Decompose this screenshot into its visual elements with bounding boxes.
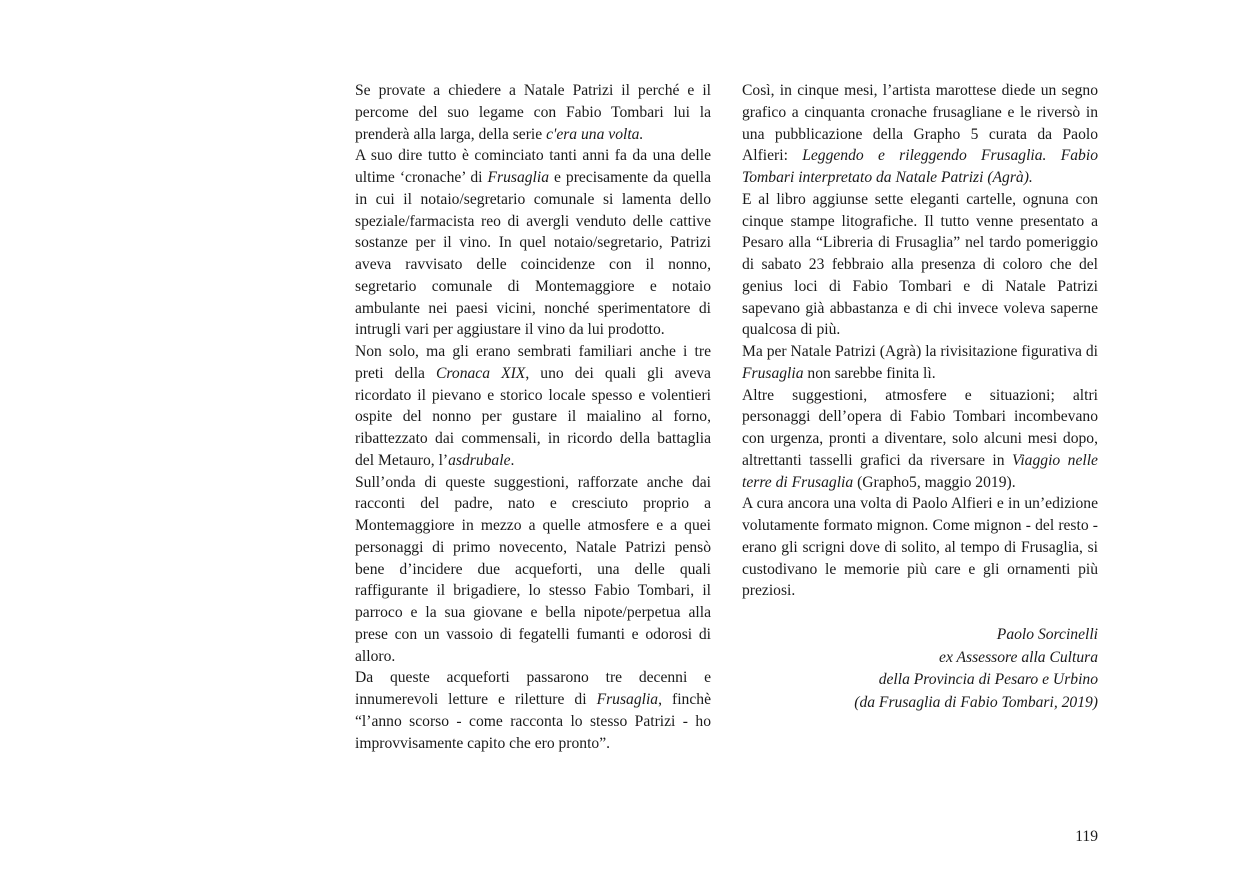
signature-source: (da Frusaglia di Fabio Tombari, 2019) xyxy=(854,693,1098,711)
text-run: A suo dire tutto è cominciato tanti anni fa da una delle ultime ‘cronache’ di xyxy=(355,147,711,186)
signature-name: Paolo Sorcinelli xyxy=(996,626,1098,643)
text-run: , uno dei quali gli aveva ricordato il pievano e storico locale spesso e volentieri ospite del nonno per gustare il maialino al forno, ribattezzato dai commensali, in ricordo della battaglia del Metauro, l’ xyxy=(355,364,711,469)
left-paragraph-2 xyxy=(355,145,711,341)
text-run: Così, in cinque mesi, l’artista marottese diede un segno grafico a cinquanta cronache frusagliane e le riversò in una pubblicazione della Grapho 5 curata da Paolo Alfieri: xyxy=(742,82,1098,165)
right-paragraph-3 xyxy=(742,341,1098,385)
right-paragraph-4 xyxy=(742,385,1098,494)
italic-text: Cronaca XIX xyxy=(436,364,526,382)
text-run: A cura ancora una volta di Paolo Alfieri e in un’edizione volutamente formato mignon. Come mignon - del resto - erano gli scrigni dove di solito, al tempo di Frusaglia, si custodivano le memorie più care e gli ornamenti più preziosi. xyxy=(742,495,1098,600)
right-column-body xyxy=(742,80,1098,602)
text-run: Sull’onda di queste suggestioni, rafforzate anche dai racconti del padre, nato e cresciuto proprio a Montemaggiore in mezzo a quelle atmosfere e a quei personaggi di primo novecento, Natale Patrizi pensò bene d’incidere due acqueforti, una delle quali raffigurante il brigadiere, lo stesso Fabio Tombari, il parroco e la sua giovane e bella nipote/perpetua alla prese con un vassoio di fegatelli fumanti e odorosi di alloro. xyxy=(355,473,711,665)
right-paragraph-5 xyxy=(742,493,1098,602)
text-run: Ma per Natale Patrizi (Agrà) la rivisitazione figurativa di xyxy=(742,343,1098,360)
signature-institution: della Provincia di Pesaro e Urbino xyxy=(878,671,1098,688)
text-run: e precisamente da quella in cui il notaio/segretario comunale si lamenta dello speziale/farmacista reo di avergli venduto delle cattive sostanze per il vino. In quel notaio/segretario, Patrizi aveva ravvisato delle coincidenze con il nonno, segretario comunale di Montemaggiore e notaio ambulante nei paesi vicini, nonché sperimentatore di intrugli vari per aggiustare il vino da lui prodotto. xyxy=(355,169,712,339)
text-run: . xyxy=(510,451,515,469)
italic-text: Leggendo e rileggendo Frusaglia. Fabio Tombari interpretato da Natale Patrizi (Agrà). xyxy=(742,147,1098,186)
italic-text: Frusaglia xyxy=(742,364,804,382)
italic-text: Viaggio nelle terre di Frusaglia xyxy=(742,451,1098,491)
signature-role: ex Assessore alla Cultura xyxy=(939,648,1098,666)
italic-text: Frusaglia xyxy=(487,169,549,186)
left-paragraph-5 xyxy=(355,667,711,754)
left-paragraph-3 xyxy=(355,341,711,472)
left-paragraph-1 xyxy=(355,80,711,145)
text-run: , finchè “l’anno scorso - come racconta lo stesso Patrizi - ho improvvisamente capito che ero pronto”. xyxy=(355,691,711,752)
italic-text: Frusaglia xyxy=(596,691,659,708)
text-run: Non solo, ma gli erano sembrati familiari anche i tre preti della xyxy=(355,343,711,382)
text-run: E al libro aggiunse sette eleganti cartelle, ognuna con cinque stampe litografiche. Il tutto venne presentato a Pesaro alla “Libreria di Frusaglia” nel tardo pomeriggio di sabato 23 febbraio alla presenza di coloro che del genius loci di Fabio Tombari e di Natale Patrizi sapevano già abbastanza e di chi invece voleva saperne qualcosa di più. xyxy=(742,190,1098,339)
text-run: Da queste acqueforti passarono tre decenni e innumerevoli letture e riletture di xyxy=(355,669,711,708)
right-text-column xyxy=(742,80,1098,714)
page-number: 119 xyxy=(1075,828,1098,845)
italic-text: asdrubale xyxy=(448,451,511,469)
italic-text: c'era una volta. xyxy=(546,125,644,143)
left-text-column xyxy=(355,80,711,754)
right-paragraph-2 xyxy=(742,189,1098,341)
text-run: Se provate a chiedere a Natale Patrizi il perché e il percome del suo legame con Fabio Tombari lui la prenderà alla larga, della serie xyxy=(355,82,711,143)
signature-block xyxy=(742,624,1098,714)
left-paragraph-4 xyxy=(355,472,711,668)
right-paragraph-1 xyxy=(742,80,1098,189)
text-run: (Grapho5, maggio 2019). xyxy=(853,473,1016,491)
text-run: non sarebbe finita lì. xyxy=(803,364,936,382)
text-run: Altre suggestioni, atmosfere e situazioni; altri personaggi dell’opera di Fabio Tombari incombevano con urgenza, pronti a diventare, solo alcuni mesi dopo, altrettanti tasselli grafici da riversare in xyxy=(742,386,1098,469)
